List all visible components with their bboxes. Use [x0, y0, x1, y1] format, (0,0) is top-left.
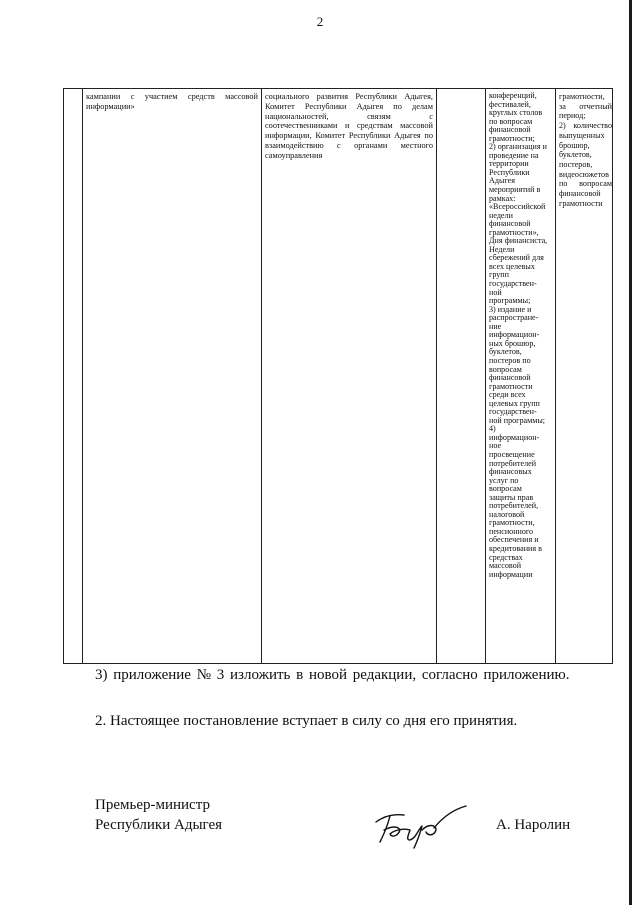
handwritten-signature: [370, 800, 470, 850]
table-cell-executors: [261, 89, 436, 663]
cell-text: конференций, фестивалей, круглых столов по вопросам финансовой грамотности; 2) организация и проведение на территории Республики Адыгея мероприятий в рамках: «Всероссийской недели финансовой грамотности», Дня финансиста, Недели сбережений для всех целевых групп государствен- ной программы; 3) издание и распростране- ние информацион- ных брошюр, буклетов, постеров по вопросам финансовой грамотности среди всех целевых групп государствен- ной программы; 4) информацион- ное просвещение потребителей финансовых услуг по вопросам защиты прав потребителей, налоговой грамотности, пенсионного обеспечения и кредитования в средствах массовой информации: [489, 91, 548, 579]
signatory-title-line-1: Премьер-министр: [95, 797, 210, 813]
signatory-name: А. Наролин: [496, 817, 571, 833]
program-table: [63, 88, 613, 664]
table-cell-expected-results: [485, 89, 555, 663]
signatory-title: [95, 795, 222, 835]
cell-text: грамотности, за отчетный период; 2) количество выпущенных брошюр, буклетов, постеров, видеосюжетов по вопросам финансовой грамотности: [559, 92, 612, 208]
effective-date-paragraph: 2. Настоящее постановление вступает в силу со дня его принятия.: [95, 713, 518, 729]
signatory-title-line-2: Республики Адыгея: [95, 817, 223, 833]
page-edge: [629, 0, 632, 905]
cell-text: социального развития Республики Адыгея, Комитет Республики Адыгея по делам национальностей, связям с соотечественниками и средствам массовой информации, Комитет Республики Адыгея по взаимодействию с органами местного самоуправления: [265, 92, 433, 160]
cell-text: кампании с участием средств массовой информации»: [86, 92, 258, 111]
table-cell-number: [64, 89, 82, 663]
amendment-paragraph: 3) приложение № 3 изложить в новой редакции, согласно приложению.: [95, 667, 570, 683]
table-cell-event-name: [82, 89, 261, 663]
table-cell-period: [436, 89, 485, 663]
table-cell-indicators: [555, 89, 614, 663]
page-number: 2: [316, 14, 324, 29]
